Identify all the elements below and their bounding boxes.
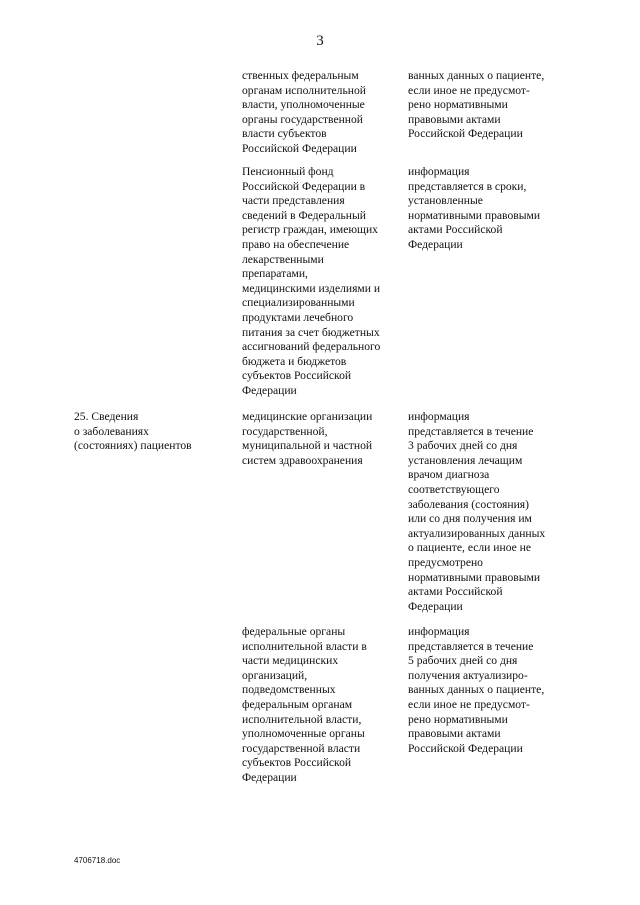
text-line: актуализированных данных xyxy=(408,526,546,540)
text-line: регистр граждан, имеющих xyxy=(242,223,378,237)
text-line: Российской Федерации xyxy=(408,127,523,141)
text-line: если иное не предусмот- xyxy=(408,697,530,711)
row-1-source-column xyxy=(242,69,366,157)
text-line: информация xyxy=(408,410,470,423)
text-line: исполнительной власти, xyxy=(242,712,362,726)
text-line: федеральные органы xyxy=(242,625,346,638)
row-4-terms-column xyxy=(408,625,544,756)
text-line: актами Российской xyxy=(408,223,503,237)
text-line: части представления xyxy=(242,194,345,208)
text-line: актами Российской xyxy=(408,585,503,599)
text-line: Федерации xyxy=(408,237,463,251)
text-line: уполномоченные органы xyxy=(242,727,365,741)
text-line: право на обеспечение xyxy=(242,237,350,251)
text-line: заболевания (состояния) xyxy=(408,497,529,511)
text-line: соответствующего xyxy=(408,482,500,496)
text-line: ственных федеральным xyxy=(242,69,359,82)
text-line: 25. Сведения xyxy=(74,410,139,423)
text-line: субъектов Российской xyxy=(242,756,352,770)
text-line: рено нормативными xyxy=(408,712,508,726)
text-line: Федерации xyxy=(242,770,297,784)
text-line: информация xyxy=(408,625,470,638)
row-1-terms-column xyxy=(408,69,544,142)
text-line: государственной власти xyxy=(242,741,361,755)
text-line: предусмотрено xyxy=(408,555,483,569)
text-line: субъектов Российской xyxy=(242,369,352,383)
text-line: правовыми актами xyxy=(408,727,501,741)
text-line: государственной, xyxy=(242,424,328,438)
text-line: специализированными xyxy=(242,296,355,310)
text-line: питания за счет бюджетных xyxy=(242,325,380,339)
text-line: лекарственными xyxy=(242,252,324,266)
text-line: врачом диагноза xyxy=(408,468,490,482)
text-line: медицинскими изделиями и xyxy=(242,281,381,295)
row-2-terms-column xyxy=(408,165,540,253)
row-3-source-column xyxy=(242,410,372,468)
text-line: продуктами лечебного xyxy=(242,310,354,324)
text-line: правовыми актами xyxy=(408,112,501,126)
text-line: подведомственных xyxy=(242,683,336,697)
text-line: ванных данных о пациенте, xyxy=(408,683,545,697)
text-line: систем здравоохранения xyxy=(242,453,363,467)
text-line: Российской Федерации xyxy=(242,141,357,155)
text-line: муниципальной и частной xyxy=(242,439,373,453)
text-line: представляется в течение xyxy=(408,424,534,438)
row-2-source-column xyxy=(242,165,380,399)
text-line: представляется в течение xyxy=(408,639,534,653)
text-line: препаратами, xyxy=(242,267,308,281)
document-footer: 4706718.doc xyxy=(74,856,121,865)
text-line: о заболеваниях xyxy=(74,424,149,438)
text-line: Пенсионный фонд xyxy=(242,165,334,178)
text-line: власти, уполномоченные xyxy=(242,98,365,112)
text-line: установления лечащим xyxy=(408,453,523,467)
text-line: органам исполнительной xyxy=(242,83,366,97)
text-line: о пациенте, если иное не xyxy=(408,541,532,555)
text-line: медицинские организации xyxy=(242,410,373,423)
text-line: или со дня получения им xyxy=(408,512,532,526)
text-line: сведений в Федеральный xyxy=(242,208,366,222)
text-line: органы государственной xyxy=(242,112,364,126)
text-line: нормативными правовыми xyxy=(408,570,541,584)
text-line: получения актуализиро- xyxy=(408,668,528,682)
text-line: (состояниях) пациентов xyxy=(74,439,192,453)
text-line: рено нормативными xyxy=(408,98,508,112)
text-line: Федерации xyxy=(408,599,463,613)
text-line: ассигнований федерального xyxy=(242,340,381,354)
text-line: организаций, xyxy=(242,668,308,682)
text-line: установленные xyxy=(408,194,483,208)
text-line: 3 рабочих дней со дня xyxy=(408,439,518,453)
text-line: представляется в сроки, xyxy=(408,179,527,193)
text-line: информация xyxy=(408,165,470,178)
text-line: исполнительной власти в xyxy=(242,639,367,653)
text-line: 5 рабочих дней со дня xyxy=(408,654,518,668)
text-line: федеральным органам xyxy=(242,697,353,711)
page-number: 3 xyxy=(316,33,324,49)
row-4-source-column xyxy=(242,625,367,786)
text-line: нормативными правовыми xyxy=(408,208,541,222)
text-line: власти субъектов xyxy=(242,127,327,141)
text-line: бюджета и бюджетов xyxy=(242,354,347,368)
row-3-subject-column xyxy=(74,410,192,454)
text-line: если иное не предусмот- xyxy=(408,83,530,97)
text-line: Российской Федерации в xyxy=(242,179,366,193)
text-line: Российской Федерации xyxy=(408,741,523,755)
row-3-terms-column xyxy=(408,410,545,614)
text-line: ванных данных о пациенте, xyxy=(408,69,545,82)
text-line: Федерации xyxy=(242,383,297,397)
text-line: части медицинских xyxy=(242,654,339,668)
